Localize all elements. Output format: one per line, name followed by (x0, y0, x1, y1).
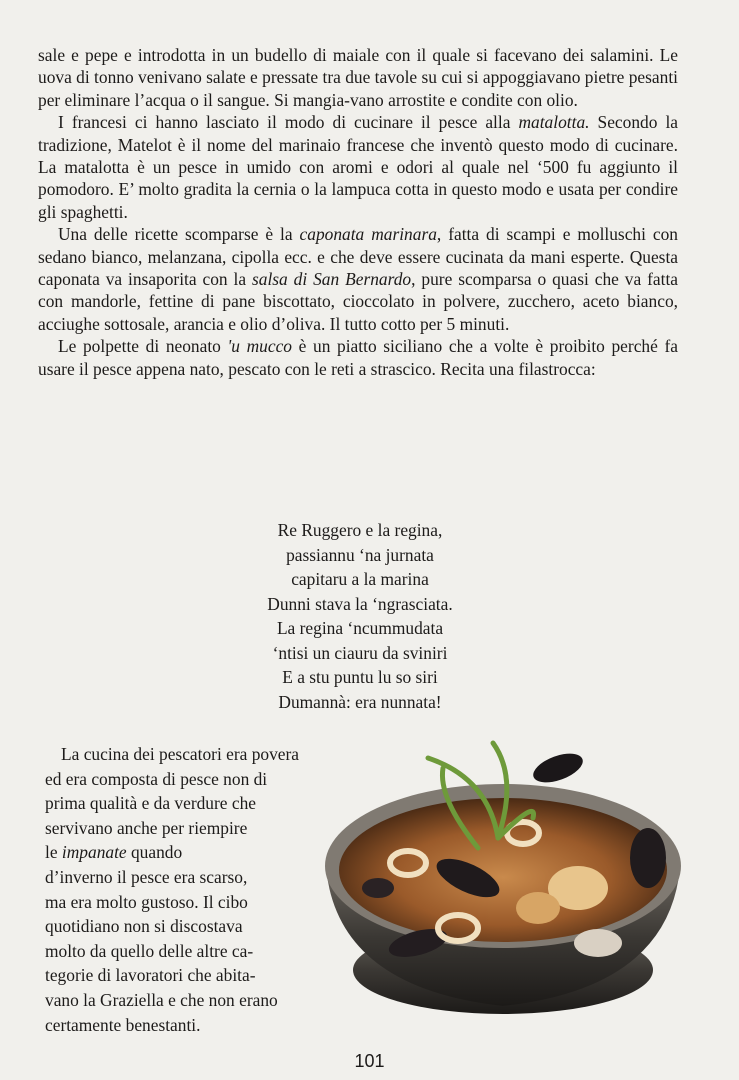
side-line: ed era composta di pesce non di (45, 768, 268, 789)
side-line: molto da quello delle altre ca- (45, 940, 254, 961)
paragraph-2-text-a: I francesi ci hanno lasciato il modo di cucinare il pesce alla (58, 112, 519, 133)
paragraph-4-text-a: Le polpette di neonato (58, 336, 228, 357)
body-text (38, 44, 678, 380)
impanate-italic: impanate (61, 842, 127, 863)
paragraph-3-text-a: Una delle ricette scomparse è la (58, 224, 300, 245)
side-line: tegorie di lavoratori che abita- (45, 965, 256, 986)
side-line: servivano anche per riempire (45, 817, 248, 838)
poem-line: capitaru a la marina (291, 569, 429, 589)
matalotta-italic: matalotta. (518, 112, 590, 133)
side-line: quotidiano non si discostava (45, 916, 243, 937)
side-line-text: le (45, 842, 62, 863)
side-line-text: quando (126, 842, 183, 863)
poem-line: ‘ntisi un ciauru da sviniri (272, 642, 448, 663)
paragraph-4-text-b: è un piatto siciliano che a volte è proibito perché fa usare il pesce appena nato, pescato con le reti a strascico. Recita una filastrocca: (38, 336, 678, 379)
side-column-text (45, 742, 355, 1037)
side-line: vano la Graziella e che non erano (45, 989, 278, 1010)
poem-line: Re Ruggero e la regina, (277, 520, 443, 540)
poem-filastrocca (200, 518, 520, 714)
poem-line: E a stu puntu lu so siri (282, 667, 438, 687)
side-line: ma era molto gustoso. Il cibo (45, 891, 248, 912)
paragraph-1: sale e pepe e introdotta in un budello di maiale con il quale si facevano dei salamini. Le uova di tonno venivano salate e pressate tra due tavole su cui si appoggiavano pietre pesanti per eliminare l’acqua o il sangue. Si mangia-vano arrostite e condite con olio. (38, 45, 678, 110)
poem-line: passiannu ‘na jurnata (286, 544, 434, 565)
paragraph-3-text-b: , fatta di scampi e molluschi con sedano bianco, melanzana, cipolla ecc. e che deve essere cucinata da mani esperte. Questa caponata va insaporita con la (38, 224, 678, 290)
side-line: La cucina dei pescatori era povera (61, 744, 300, 764)
paragraph-4 (38, 335, 678, 380)
poem-line: Dumannà: era nunnata! (278, 691, 442, 712)
seafood-stew-photo (318, 738, 688, 1028)
salsa-san-bernardo-italic: salsa di San Bernardo (252, 269, 412, 290)
caponata-marinara-italic: caponata marinara (299, 224, 437, 245)
paragraph-2-text-b: Secondo la tradizione, Matelot è il nome del marinaio francese che inventò questo modo di cucinare. La matalotta è un pesce in umido con aromi e odori al quale nel ‘500 fu aggiunto il pomodoro. E’ molto gradita la cernia o la lampuca cotta in questo modo e usata per condire gli spaghetti. (38, 112, 678, 222)
poem-line: Dunni stava la ‘ngrasciata. (267, 593, 453, 614)
page-number: 101 (354, 1051, 385, 1071)
paragraph-2 (38, 111, 678, 223)
paragraph-3 (38, 223, 678, 335)
side-line: certamente benestanti. (45, 1014, 201, 1035)
side-line (45, 840, 355, 865)
side-line: prima qualità e da verdure che (45, 793, 256, 814)
poem-line: La regina ‘ncummudata (276, 618, 444, 638)
u-mucco-italic: 'u mucco (227, 336, 292, 357)
paragraph-3-text-c: , pure scomparsa o quasi che va fatta con mandorle, fettine di pane biscottato, cioccolato in polvere, zucchero, aceto bianco, acciughe sottosale, arancia e olio d’oliva. Il tutto cotto per 5 minuti. (38, 269, 678, 334)
side-line: d’inverno il pesce era scarso, (45, 866, 248, 887)
